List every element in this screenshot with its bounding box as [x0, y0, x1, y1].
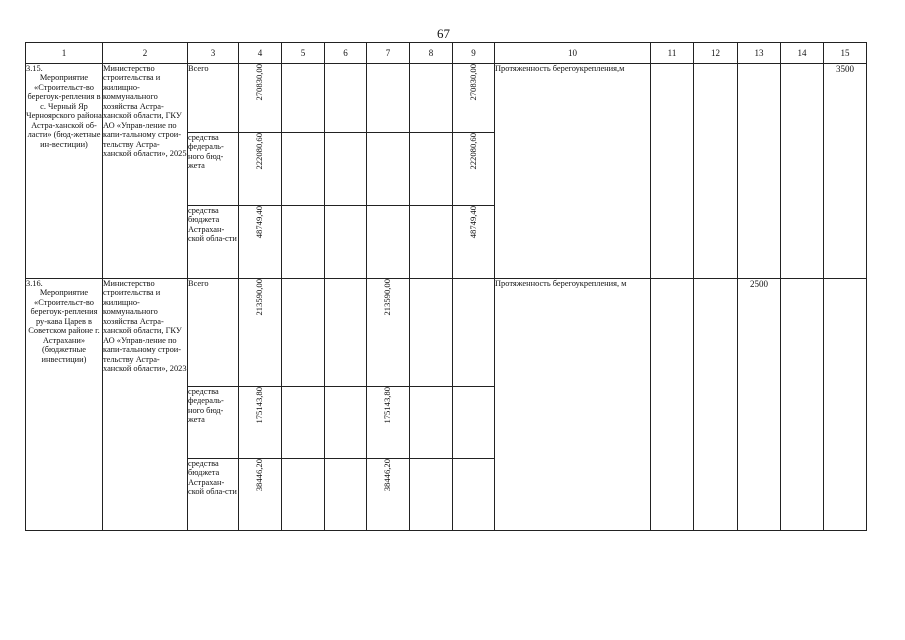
column-number-row	[26, 43, 867, 64]
table-row	[26, 279, 867, 387]
empty-cell	[410, 459, 453, 531]
empty-cell	[325, 387, 367, 459]
indicator-cell: Протяженность берегоукрепления,м	[495, 64, 651, 279]
empty-cell	[325, 206, 367, 279]
empty-cell	[282, 64, 325, 133]
empty-cell	[694, 64, 738, 279]
amount-col4	[239, 279, 282, 387]
empty-cell	[325, 64, 367, 133]
activity-cell	[26, 64, 103, 279]
column-number-12: 12	[694, 43, 738, 64]
amount-value: 270830,00	[254, 64, 265, 101]
column-number-11: 11	[651, 43, 694, 64]
column-number-14: 14	[781, 43, 824, 64]
indicator-value-col13	[738, 64, 781, 279]
amount-col9	[453, 279, 495, 387]
empty-cell	[282, 387, 325, 459]
empty-cell	[410, 387, 453, 459]
amount-value: 48749,40	[467, 206, 478, 239]
activity-description: Мероприятие «Строительст-во берегоук-репления в с. Черный Яр Черноярского района Астра-ханской об-ласти» (бюд-жетные ин-вестиции)	[26, 73, 102, 149]
funding-source: средства бюджета Астрахан-ской обла-сти	[188, 206, 239, 279]
amount-value: 175143,80	[254, 387, 265, 424]
amount-col4	[239, 206, 282, 279]
amount-value: 213590,00	[382, 279, 393, 316]
column-number-3: 3	[188, 43, 239, 64]
amount-col9	[453, 206, 495, 279]
amount-value: 38446,20	[382, 459, 393, 492]
activity-code: 3.16.	[26, 279, 43, 288]
amount-col9	[453, 133, 495, 206]
amount-col4	[239, 459, 282, 531]
column-number-2: 2	[103, 43, 188, 64]
activity-code: 3.15.	[26, 64, 43, 73]
empty-cell	[282, 459, 325, 531]
empty-cell	[325, 133, 367, 206]
funding-source: Всего	[188, 64, 239, 133]
column-number-6: 6	[325, 43, 367, 64]
column-number-10: 10	[495, 43, 651, 64]
amount-value: 48749,40	[254, 206, 265, 239]
amount-value: 222080,60	[254, 133, 265, 170]
funding-source: средства федераль-ного бюд-жета	[188, 387, 239, 459]
empty-cell	[410, 206, 453, 279]
column-number-9: 9	[453, 43, 495, 64]
empty-cell	[282, 279, 325, 387]
amount-col4	[239, 387, 282, 459]
column-number-13: 13	[738, 43, 781, 64]
page-number: 67	[437, 26, 450, 41]
funding-source: Всего	[188, 279, 239, 387]
amount-col7	[367, 64, 410, 133]
amount-col7	[367, 387, 410, 459]
empty-cell	[282, 206, 325, 279]
amount-value: 222080,60	[467, 133, 478, 170]
amount-col7	[367, 133, 410, 206]
amount-col9	[453, 459, 495, 531]
empty-cell	[325, 459, 367, 531]
column-number-8: 8	[410, 43, 453, 64]
indicator-value-col15: 3500	[824, 64, 867, 279]
indicator-value-col15	[824, 279, 867, 531]
amount-value: 270830,00	[467, 64, 478, 101]
column-number-5: 5	[282, 43, 325, 64]
table-row	[26, 64, 867, 133]
empty-cell	[410, 279, 453, 387]
column-number-1: 1	[26, 43, 103, 64]
column-number-7: 7	[367, 43, 410, 64]
amount-value: 175143,80	[382, 387, 393, 424]
empty-cell	[781, 279, 824, 531]
amount-col7	[367, 206, 410, 279]
empty-cell	[410, 64, 453, 133]
budget-table	[25, 42, 867, 531]
amount-col4	[239, 64, 282, 133]
empty-cell	[325, 279, 367, 387]
funding-source: средства федераль-ного бюд-жета	[188, 133, 239, 206]
amount-col4	[239, 133, 282, 206]
amount-col7	[367, 459, 410, 531]
empty-cell	[694, 279, 738, 531]
column-number-15: 15	[824, 43, 867, 64]
empty-cell	[781, 64, 824, 279]
column-number-4: 4	[239, 43, 282, 64]
empty-cell	[651, 64, 694, 279]
indicator-cell: Протяженность берегоукрепления, м	[495, 279, 651, 531]
amount-value: 213590,00	[254, 279, 265, 316]
amount-col9	[453, 387, 495, 459]
activity-description: Мероприятие «Строительст-во берегоук-репления ру-кава Царев в Советском районе г. Астрахани» (бюджетные инвестиции)	[28, 288, 100, 364]
executor-cell: Министерство строительства и жилищно-коммунального хозяйства Астра-ханской области, ГКУ АО «Управ-ление по капи-тальному строи-тельству Астра-ханской области», 2025	[103, 64, 188, 279]
activity-cell	[26, 279, 103, 531]
indicator-value-col13: 2500	[738, 279, 781, 531]
executor-cell: Министерство строительства и жилищно-коммунального хозяйства Астра-ханской области, ГКУ АО «Управ-ление по капи-тальному строи-тельству Астра-ханской области», 2023	[103, 279, 188, 531]
empty-cell	[410, 133, 453, 206]
empty-cell	[282, 133, 325, 206]
empty-cell	[651, 279, 694, 531]
funding-source: средства бюджета Астрахан-ской обла-сти	[188, 459, 239, 531]
amount-col7	[367, 279, 410, 387]
amount-col9	[453, 64, 495, 133]
amount-value: 38446,20	[254, 459, 265, 492]
